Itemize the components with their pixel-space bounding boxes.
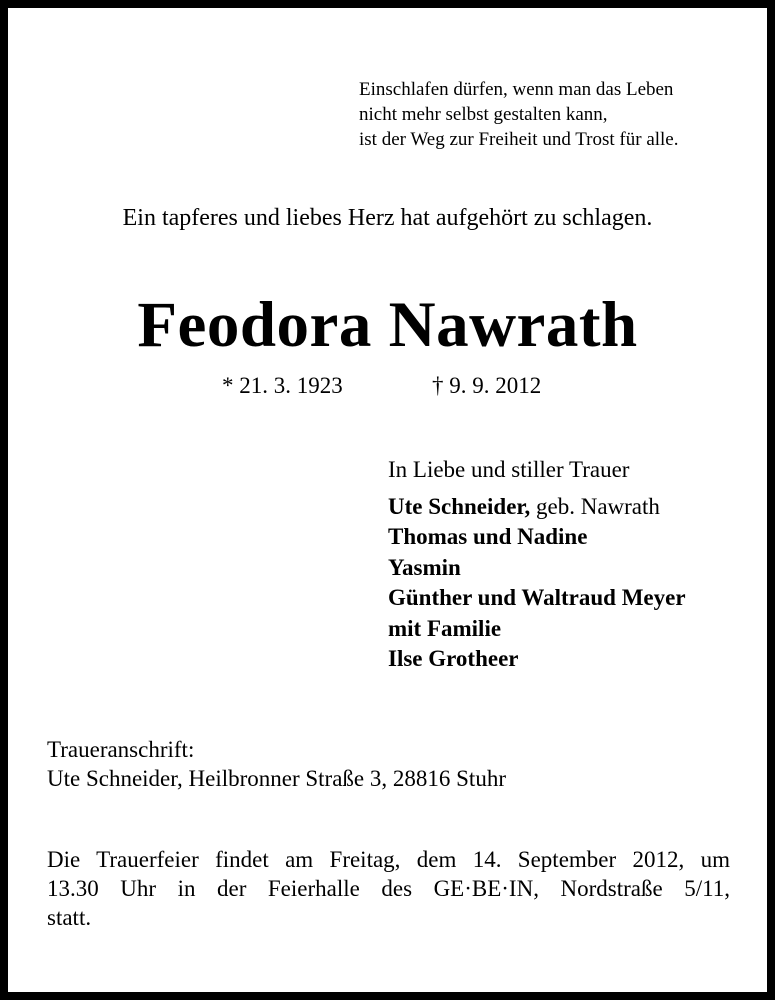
mourner-entry: Günther und Waltraud Meyer	[388, 585, 686, 610]
mourner-entry: Thomas und Nadine	[388, 524, 588, 549]
mourners-list	[388, 455, 686, 675]
mourner-entry	[388, 492, 686, 523]
deceased-name: Feodora Nawrath	[137, 289, 638, 361]
motto-quote	[359, 77, 679, 152]
funeral-ceremony-info	[47, 845, 730, 932]
mourner-entry: Yasmin	[388, 554, 461, 580]
birth-date: * 21. 3. 1923	[222, 373, 343, 398]
motto-line: ist der Weg zur Freiheit und Trost für alle.	[359, 129, 679, 150]
ceremony-line: 13.30 Uhr in der Feierhalle des GE·BE·IN, Nordstraße 5/11,	[47, 876, 730, 901]
motto-line: Einschlafen dürfen, wenn man das Leben	[359, 79, 674, 100]
ceremony-line: Die Trauerfeier findet am Freitag, dem 14. September 2012, um	[47, 847, 730, 872]
address-label: Traueranschrift:	[47, 737, 195, 762]
mourner-name: Ute Schneider,	[388, 493, 531, 519]
motto-line: nicht mehr selbst gestalten kann,	[359, 104, 608, 125]
address-value: Ute Schneider, Heilbronner Straße 3, 28816 Stuhr	[47, 766, 506, 791]
mourner-entry: Ilse Grotheer	[388, 646, 519, 671]
mourners-heading: In Liebe und stiller Trauer	[388, 457, 630, 482]
mourner-entry: mit Familie	[388, 615, 502, 641]
intro-sentence: Ein tapferes und liebes Herz hat aufgehört zu schlagen.	[122, 205, 653, 231]
death-date: † 9. 9. 2012	[432, 373, 542, 398]
mourning-address	[47, 735, 506, 793]
ceremony-line: statt.	[47, 905, 92, 930]
mourner-maiden-name: geb. Nawrath	[530, 493, 660, 519]
